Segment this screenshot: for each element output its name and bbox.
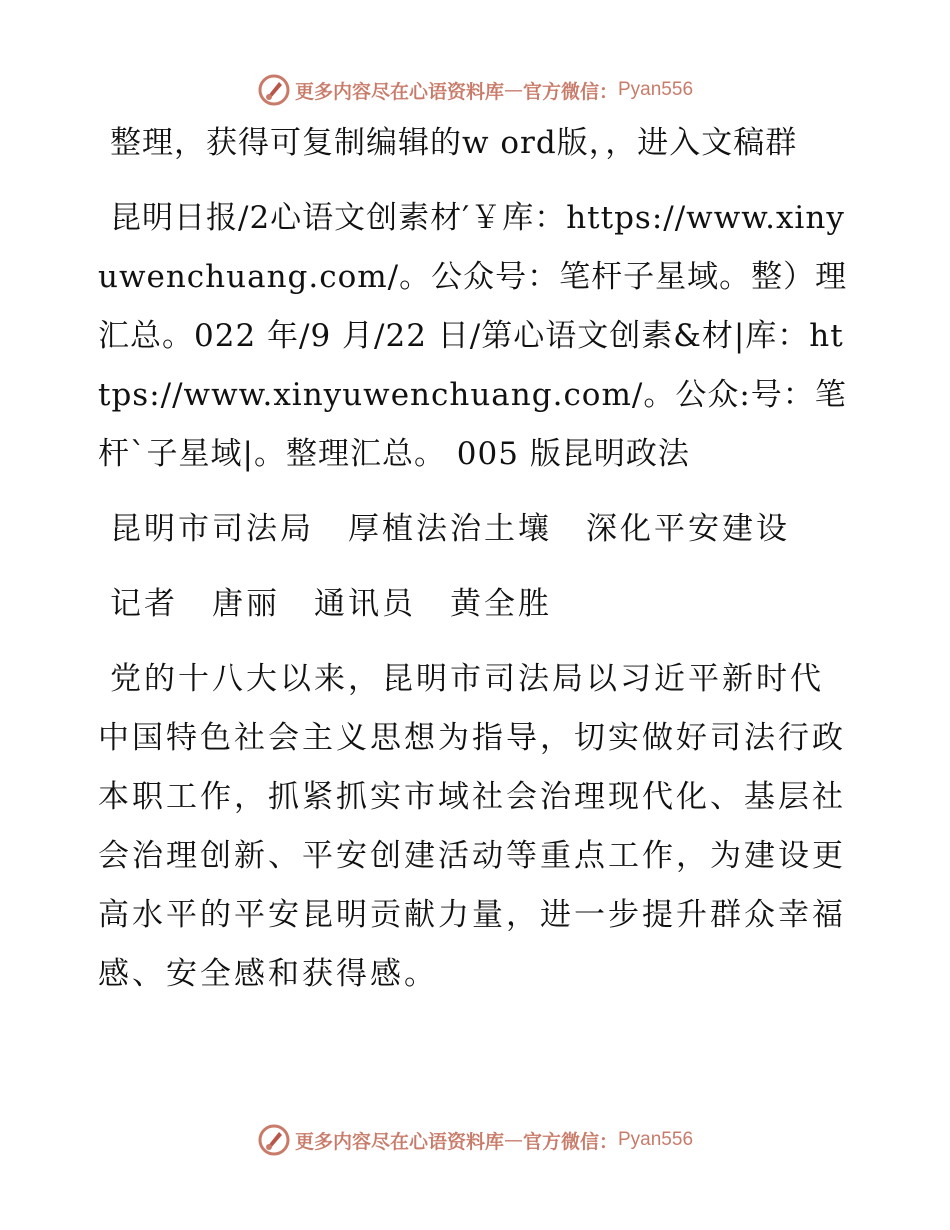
banner-wechat-id: Pyan556 <box>618 79 694 100</box>
banner-main-text: 更多内容尽在心语资料库 <box>294 1130 504 1153</box>
quill-logo-icon <box>257 1123 291 1157</box>
intro-paragraph: 整理，获得可复制编辑的w ord版，，进入文稿群 <box>110 125 798 161</box>
article-headline: 昆明市司法局 厚植法治土壤 深化平安建设 <box>110 511 790 547</box>
header-banner <box>0 70 950 110</box>
article-byline: 记者 唐丽 通讯员 黄全胜 <box>110 586 552 622</box>
quill-logo-icon <box>257 73 291 107</box>
source-paragraph: 昆明日报/2心语文创素材′￥库：https://www.xinyuwenchuang.com/。公众号：笔杆子星域。整）理汇总。022 年/9 月/22 日/第心语文创素&材|库：https://www.xinyuwenchuang.com/。公众:号：笔杆`子星域|。整理汇总。 005 版昆明政法 <box>98 200 848 472</box>
footer-banner <box>0 1120 950 1160</box>
banner-wechat-id: Pyan556 <box>618 1129 694 1150</box>
banner-main-text: 更多内容尽在心语资料库 <box>294 80 504 103</box>
document-body <box>98 114 850 1020</box>
article-body-paragraph: 党的十八大以来，昆明市司法局以习近平新时代中国特色社会主义思想为指导，切实做好司法行政本职工作，抓紧抓实市域社会治理现代化、基层社会治理创新、平安创建活动等重点工作，为建设更高水平的平安昆明贡献力量，进一步提升群众幸福感、安全感和获得感。 <box>98 661 846 992</box>
banner-official-label: 官方微信： <box>522 80 618 103</box>
banner-official-label: 官方微信： <box>522 1130 618 1153</box>
banner-separator: — <box>503 79 523 101</box>
banner-separator: — <box>503 1129 523 1151</box>
